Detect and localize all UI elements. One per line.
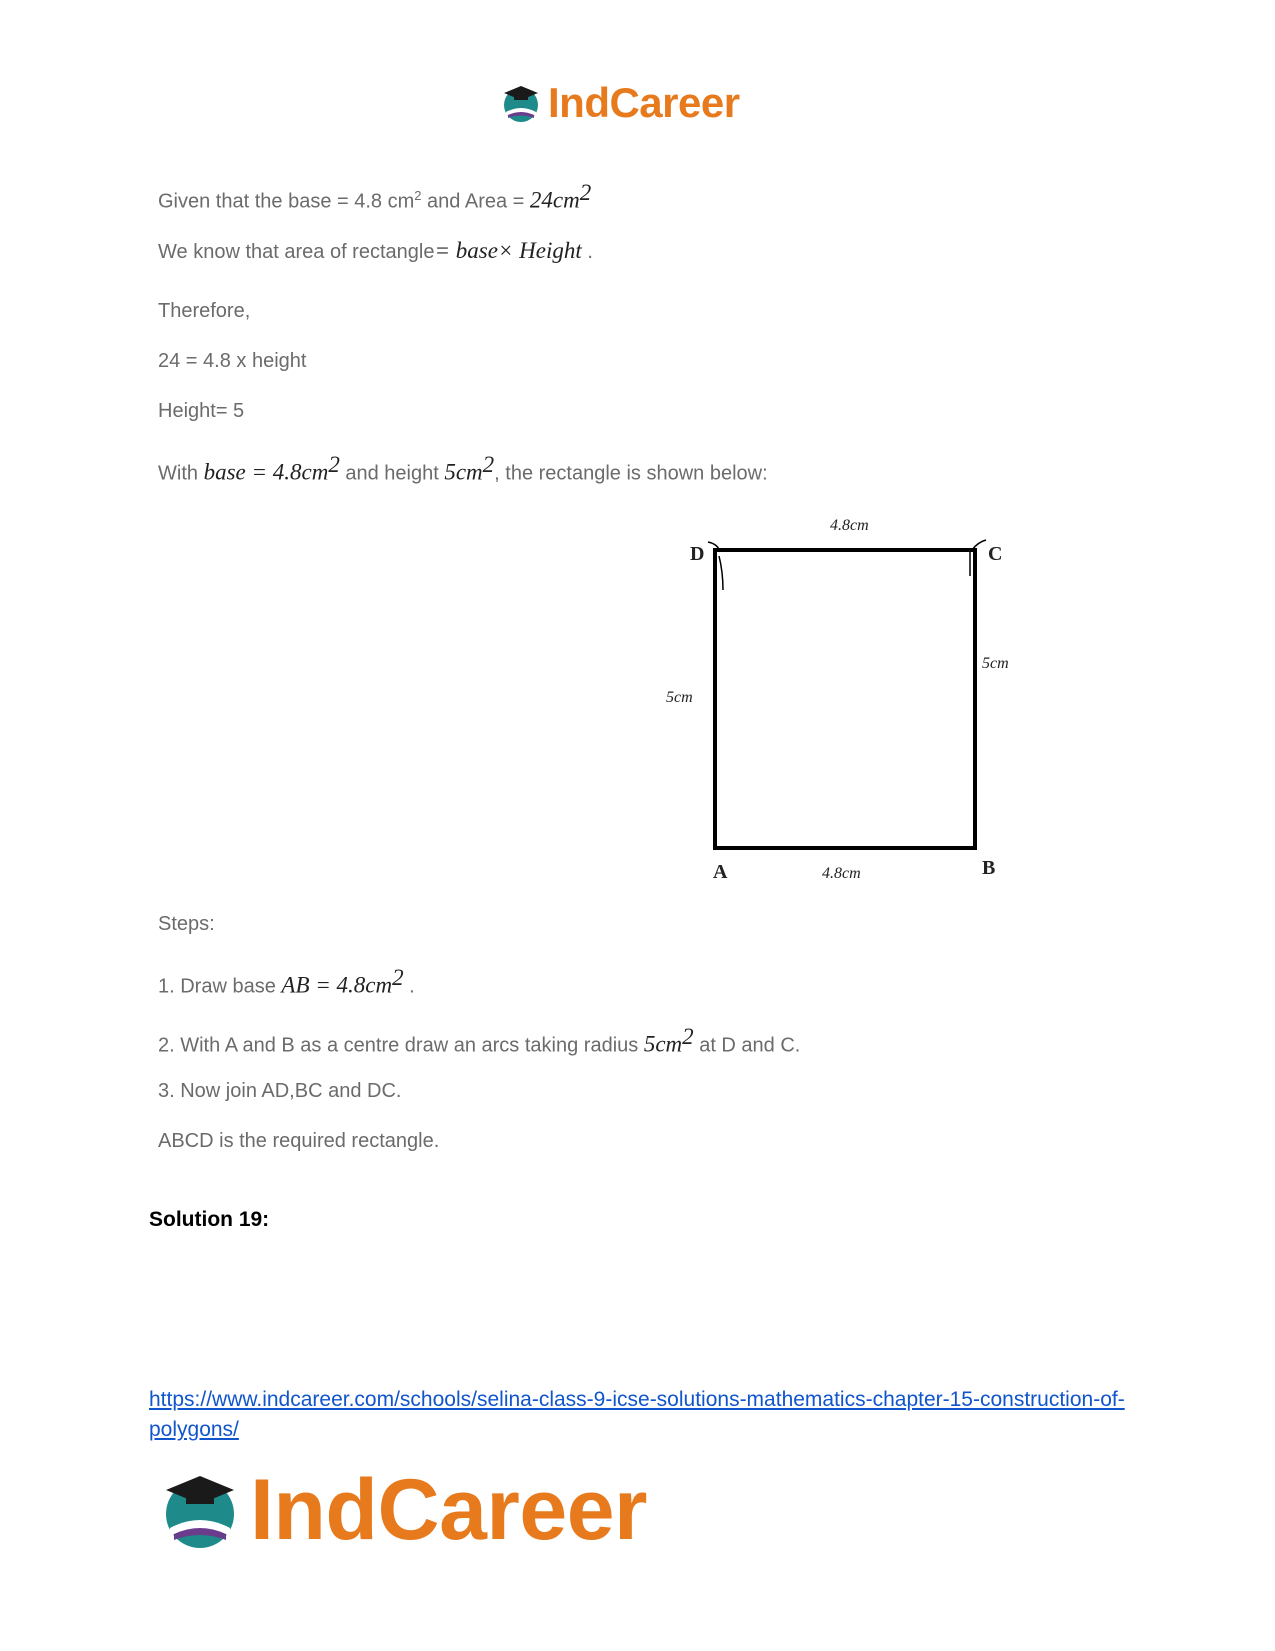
step-2-expression: 5cm <box>643 1031 683 1057</box>
area-expression: 24cm <box>529 187 580 213</box>
step-1-post: . <box>403 975 415 998</box>
area-sup: 2 <box>579 180 592 205</box>
given-sup: 2 <box>414 188 422 203</box>
conclusion-line: ABCD is the required rectangle. <box>158 1130 440 1152</box>
footer-logo <box>158 1462 647 1558</box>
graduation-globe-icon <box>500 82 542 124</box>
graduation-globe-icon <box>158 1468 242 1552</box>
vertex-c: C <box>988 543 1003 565</box>
area-formula-line <box>158 238 593 264</box>
step-2-sup: 2 <box>682 1024 694 1049</box>
source-link[interactable]: https://www.indcareer.com/schools/selina-class-9-icse-solutions-mathematics-chapter-15-construction-of-polygons/ <box>149 1388 1125 1441</box>
vertex-b: B <box>982 857 996 879</box>
top-side-label: 4.8cm <box>830 517 869 534</box>
step-1-sup: 2 <box>392 965 404 990</box>
footer-logo-text: IndCareer <box>250 1461 647 1558</box>
given-mid: and Area = <box>421 190 530 213</box>
base-expression: base = 4.8cm <box>203 459 329 485</box>
area-formula-text: We know that area of rectangle <box>158 241 435 263</box>
arc-mark-d <box>719 556 723 590</box>
rectangle-figure <box>650 510 1030 900</box>
height-line: Height= 5 <box>158 400 245 422</box>
area-formula-post: . <box>581 241 593 263</box>
arc-mark-c-top <box>972 540 986 550</box>
vertex-a: A <box>713 861 728 883</box>
right-side-label: 5cm <box>982 655 1009 672</box>
step-1-text: 1. Draw base <box>158 975 282 998</box>
intro-mid: and height <box>339 462 445 485</box>
step-2-text: 2. With A and B as a centre draw an arcs taking radius <box>158 1034 644 1057</box>
header-logo-text: IndCareer <box>548 79 740 126</box>
rectangle-intro-line <box>158 452 768 486</box>
step-1 <box>158 965 415 999</box>
rectangle-abcd <box>715 550 975 848</box>
header-logo <box>500 78 740 128</box>
solution-heading: Solution 19: <box>149 1208 270 1231</box>
therefore-line: Therefore, <box>158 300 251 322</box>
left-side-label: 5cm <box>666 689 693 706</box>
intro-pre: With <box>158 462 204 485</box>
step-2 <box>158 1024 800 1058</box>
step-3: 3. Now join AD,BC and DC. <box>158 1080 402 1102</box>
height-sup: 2 <box>482 452 495 477</box>
step-1-expression: AB = 4.8cm <box>281 972 393 998</box>
area-formula-expression: = base× Height <box>434 238 582 263</box>
given-text: Given that the base = 4.8 cm <box>158 190 415 213</box>
bottom-side-label: 4.8cm <box>822 865 861 882</box>
intro-post: , the rectangle is shown below: <box>494 462 768 485</box>
given-line <box>158 180 591 214</box>
vertex-d: D <box>690 543 705 565</box>
equation-line: 24 = 4.8 x height <box>158 350 307 372</box>
steps-title: Steps: <box>158 913 215 935</box>
base-sup: 2 <box>328 452 340 477</box>
height-expression: 5cm <box>444 459 483 485</box>
step-2-post: at D and C. <box>693 1034 801 1057</box>
